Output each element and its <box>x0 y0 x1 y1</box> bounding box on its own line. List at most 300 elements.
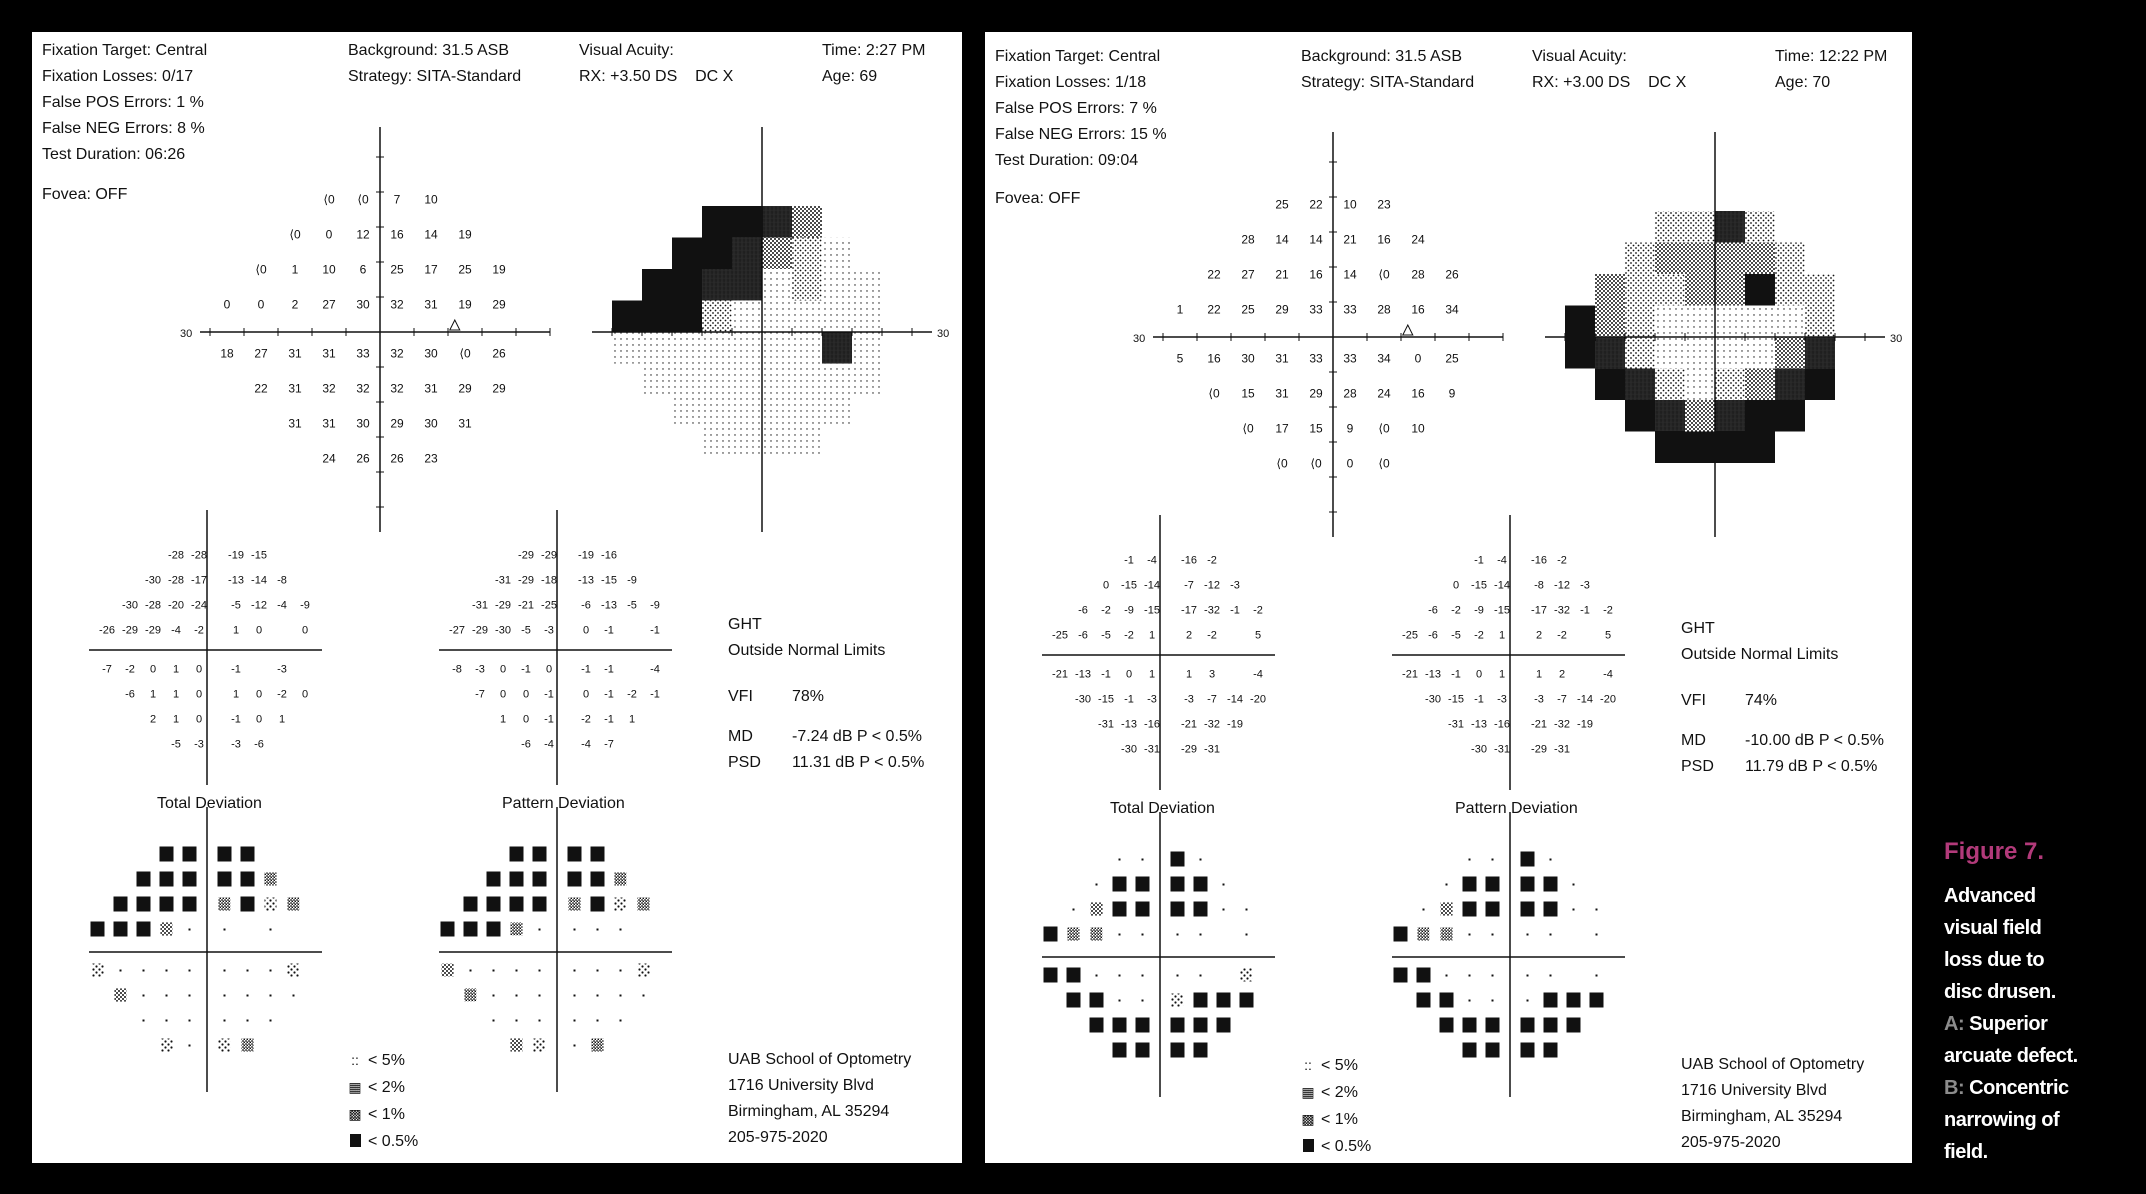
pattern-deviation-plot-value: -30 <box>495 624 511 637</box>
normal-point <box>643 995 645 997</box>
total-deviation-plot-value: 1 <box>1185 668 1193 681</box>
greyscale-cell <box>852 332 882 364</box>
p05-symbol <box>183 897 197 912</box>
normal-point <box>143 970 145 972</box>
probability-legend: :: < 5% ▦ < 2% ▩ < 1% < 0.5% <box>346 1047 418 1155</box>
greyscale-cell <box>1655 369 1685 401</box>
p05-symbol-icon <box>346 1128 364 1154</box>
threshold-value: 9 <box>1448 386 1456 401</box>
pattern-deviation-plot-value: -8 <box>1534 579 1544 592</box>
normal-point <box>1550 975 1552 977</box>
p05-symbol <box>91 922 105 937</box>
normal-point <box>166 970 168 972</box>
greyscale-cell <box>1655 243 1685 275</box>
p05-symbol <box>1217 993 1231 1008</box>
threshold-value: 10 <box>424 192 438 207</box>
threshold-value: 23 <box>424 451 438 466</box>
threshold-value: ⟨0 <box>1242 421 1254 436</box>
pattern-deviation-plot-value: 1 <box>499 713 507 726</box>
threshold-value: 18 <box>220 346 234 361</box>
probability-legend: :: < 5% ▦ < 2% ▩ < 1% < 0.5% <box>1299 1052 1371 1160</box>
vfi-label: VFI <box>1681 692 1706 709</box>
greyscale-cell <box>1565 337 1595 369</box>
total-deviation-plot-value: -19 <box>1227 718 1243 731</box>
pattern-deviation-plot-value: -29 <box>1531 743 1547 756</box>
p2-symbol-icon: ▦ <box>1301 1084 1315 1100</box>
p05-symbol <box>533 897 547 912</box>
total-deviation-plot-value: -4 <box>277 599 287 612</box>
total-deviation-plot-value: -28 <box>168 574 184 587</box>
p05-symbol <box>1544 877 1558 892</box>
normal-point <box>1596 934 1598 936</box>
threshold-value: ⟨0 <box>357 192 369 207</box>
pattern-deviation-probability-plot <box>439 807 672 1092</box>
pattern-deviation-plot-value: -31 <box>1494 743 1510 756</box>
p05-symbol <box>568 847 582 862</box>
p1-symbol-icon: ▩ <box>348 1106 362 1122</box>
normal-point <box>516 1020 518 1022</box>
threshold-value: 32 <box>356 381 370 396</box>
normal-point <box>493 970 495 972</box>
fixation-target: Fixation Target: Central <box>42 42 208 59</box>
p05-symbol <box>1440 1018 1454 1033</box>
threshold-value: 25 <box>1275 197 1289 212</box>
total-deviation-plot-value: 1 <box>232 624 240 637</box>
total-deviation-plot-value: 0 <box>301 688 309 701</box>
total-deviation-plot-value: -12 <box>251 599 267 612</box>
greyscale-cell <box>1655 306 1685 338</box>
total-deviation-plot-value: -2 <box>277 688 287 701</box>
threshold-value: ⟨0 <box>1276 456 1288 471</box>
p05-symbol <box>1486 902 1500 917</box>
greyscale-cell <box>792 364 822 396</box>
p05-symbol <box>464 897 478 912</box>
threshold-value: 29 <box>1275 302 1289 317</box>
total-deviation-plot-value: -2 <box>194 624 204 637</box>
threshold-value: 30 <box>1241 351 1255 366</box>
threshold-value: 2 <box>291 297 299 312</box>
p05-symbol <box>1521 1018 1535 1033</box>
threshold-value: 31 <box>1275 386 1289 401</box>
normal-point <box>224 970 226 972</box>
normal-point <box>1492 1000 1494 1002</box>
pattern-deviation-plot-value: -1 <box>650 688 660 701</box>
normal-point <box>1246 909 1248 911</box>
p05-symbol <box>1136 1043 1150 1058</box>
p05-symbol <box>1194 1018 1208 1033</box>
pattern-deviation-plot-value: -9 <box>627 574 637 587</box>
pattern-deviation-plot-value: -2 <box>1557 554 1567 567</box>
pattern-deviation-plot-value: -5 <box>521 624 531 637</box>
p05-symbol <box>241 897 255 912</box>
normal-point <box>1469 934 1471 936</box>
greyscale-cell <box>1685 243 1715 275</box>
pattern-deviation-plot-value: -17 <box>1531 604 1547 617</box>
threshold-value: 28 <box>1241 232 1255 247</box>
threshold-value: 17 <box>424 262 438 277</box>
false-pos-errors: False POS Errors: 7 % <box>995 100 1157 117</box>
normal-point <box>597 1020 599 1022</box>
greyscale-cell <box>1805 274 1835 306</box>
total-deviation-plot-value: -21 <box>1181 718 1197 731</box>
fixation-target: Fixation Target: Central <box>995 48 1161 65</box>
normal-point <box>516 970 518 972</box>
p05-symbol <box>1463 1043 1477 1058</box>
greyscale-cell <box>732 427 762 459</box>
total-deviation-plot-value: 1 <box>232 688 240 701</box>
total-deviation-plot-value: -26 <box>99 624 115 637</box>
p05-symbol <box>1171 1018 1185 1033</box>
md-label: MD <box>728 728 753 745</box>
total-deviation-plot-value: -13 <box>1121 718 1137 731</box>
total-deviation-plot-value: -1 <box>1101 668 1111 681</box>
normal-point <box>620 929 622 931</box>
strategy: Strategy: SITA-Standard <box>348 68 522 85</box>
prob-symbol <box>1241 969 1253 982</box>
p05-symbol <box>1394 968 1408 983</box>
pattern-deviation-plot-value: -29 <box>518 574 534 587</box>
total-deviation-plot-value: -3 <box>231 738 241 751</box>
prob-symbol <box>288 964 300 977</box>
total-deviation-plot-value: -6 <box>1078 629 1088 642</box>
greyscale-cell <box>1595 274 1625 306</box>
pattern-deviation-plot-value: -15 <box>1494 604 1510 617</box>
total-deviation-plot-value: 5 <box>1254 629 1262 642</box>
pattern-deviation-plot-value: -14 <box>1494 579 1510 592</box>
prob-symbol <box>92 964 104 977</box>
total-deviation-plot-value: -24 <box>191 599 207 612</box>
total-deviation-plot-value: -13 <box>1075 668 1091 681</box>
normal-point <box>120 970 122 972</box>
prob-symbol <box>115 989 127 1002</box>
normal-point <box>1492 975 1494 977</box>
blind-spot-icon <box>450 320 460 330</box>
visual-acuity: Visual Acuity: <box>1532 48 1627 65</box>
threshold-value: 29 <box>390 416 404 431</box>
total-deviation-plot-value: -30 <box>122 599 138 612</box>
pattern-deviation-plot-value: -15 <box>1471 579 1487 592</box>
pattern-deviation-title: Pattern Deviation <box>1455 800 1578 817</box>
p05-symbol <box>1067 993 1081 1008</box>
prob-symbol <box>288 898 300 911</box>
normal-point <box>270 970 272 972</box>
total-deviation-plot-value: -7 <box>1184 579 1194 592</box>
pattern-deviation-plot-value: 1 <box>1498 629 1506 642</box>
threshold-value: 0 <box>1346 456 1354 471</box>
greyscale-cell <box>702 332 732 364</box>
threshold-value: 31 <box>322 416 336 431</box>
fixation-losses: Fixation Losses: 0/17 <box>42 68 194 85</box>
greyscale-cell <box>762 395 792 427</box>
greyscale-cell <box>792 206 822 238</box>
total-deviation-plot-value: 0 <box>149 663 157 676</box>
background: Background: 31.5 ASB <box>348 42 509 59</box>
normal-point <box>166 995 168 997</box>
global-indices <box>728 612 924 776</box>
rx: RX: +3.00 DS <box>1532 74 1631 91</box>
total-deviation-plot-value: -2 <box>1101 604 1111 617</box>
pattern-deviation-plot-value: -4 <box>581 738 591 751</box>
threshold-value: ⟨0 <box>323 192 335 207</box>
greyscale-cell <box>732 238 762 270</box>
total-deviation-plot-value: 2 <box>149 713 157 726</box>
pattern-deviation-plot-value: -3 <box>1497 693 1507 706</box>
p05-symbol <box>1440 993 1454 1008</box>
total-deviation-plot-value: -16 <box>1181 554 1197 567</box>
greyscale-cell <box>852 364 882 396</box>
normal-point <box>1550 859 1552 861</box>
p05-symbol <box>1217 1018 1231 1033</box>
p05-symbol <box>1486 877 1500 892</box>
greyscale-cell <box>1595 337 1625 369</box>
pattern-deviation-plot-value: -1 <box>604 713 614 726</box>
total-deviation-plot-value: -1 <box>1124 693 1134 706</box>
pattern-deviation-plot-value: -13 <box>578 574 594 587</box>
prob-symbol <box>511 1039 523 1052</box>
total-deviation-plot-value: -30 <box>1075 693 1091 706</box>
pattern-deviation-plot-value: -2 <box>627 688 637 701</box>
threshold-value: 26 <box>1445 267 1459 282</box>
threshold-value: 29 <box>1309 386 1323 401</box>
prob-symbol <box>161 1039 173 1052</box>
p05-symbol <box>510 872 524 887</box>
greyscale-cell <box>1685 400 1715 432</box>
p05-symbol <box>1240 993 1254 1008</box>
prob-symbol <box>569 898 581 911</box>
threshold-value: 34 <box>1445 302 1459 317</box>
prob-symbol <box>638 898 650 911</box>
p05-symbol <box>1521 852 1535 867</box>
pattern-deviation-plot-value: -1 <box>1580 604 1590 617</box>
prob-symbol <box>1172 994 1184 1007</box>
normal-point <box>620 995 622 997</box>
threshold-value: 29 <box>458 381 472 396</box>
normal-point <box>247 995 249 997</box>
p05-symbol <box>1136 902 1150 917</box>
greyscale-cell <box>1715 337 1745 369</box>
pattern-deviation-plot-value: 0 <box>499 688 507 701</box>
prob-symbol <box>161 923 173 936</box>
p05-symbol <box>1194 993 1208 1008</box>
visual-field-report-a <box>32 32 962 1163</box>
caption-line <box>1944 912 2144 944</box>
pattern-deviation-plot-value: -13 <box>601 599 617 612</box>
pattern-deviation-plot-value: -2 <box>1451 604 1461 617</box>
pattern-deviation-plot-value: -8 <box>452 663 462 676</box>
total-deviation-plot-value: -29 <box>145 624 161 637</box>
pattern-deviation-plot-value: -1 <box>581 663 591 676</box>
normal-point <box>620 970 622 972</box>
greyscale-cell <box>1775 243 1805 275</box>
threshold-value: 22 <box>1207 302 1221 317</box>
p05-symbol <box>218 872 232 887</box>
threshold-value: 21 <box>1343 232 1357 247</box>
pattern-deviation-plot-value: -1 <box>544 713 554 726</box>
normal-point <box>1223 909 1225 911</box>
pattern-deviation-plot-value: -29 <box>541 549 557 562</box>
total-deviation-plot-value: -15 <box>1121 579 1137 592</box>
pattern-deviation-plot-value: -2 <box>581 713 591 726</box>
p05-symbol <box>1194 902 1208 917</box>
pattern-deviation-plot-value: -31 <box>495 574 511 587</box>
greyscale-cell <box>1655 211 1685 243</box>
total-deviation-title: Total Deviation <box>157 795 262 812</box>
greyscale-cell <box>1715 243 1745 275</box>
threshold-value: 31 <box>288 346 302 361</box>
threshold-value: 30 <box>356 297 370 312</box>
total-deviation-plot-value: -5 <box>171 738 181 751</box>
threshold-value: 1 <box>291 262 299 277</box>
fovea: Fovea: OFF <box>42 186 128 203</box>
threshold-value: 22 <box>1309 197 1323 212</box>
threshold-value: 5 <box>1176 351 1184 366</box>
pattern-deviation-plot-value: -31 <box>472 599 488 612</box>
total-deviation-plot-value: 0 <box>195 663 203 676</box>
threshold-value: 33 <box>356 346 370 361</box>
visual-acuity: Visual Acuity: <box>579 42 674 59</box>
p05-symbol <box>137 872 151 887</box>
pattern-deviation-plot-value: -31 <box>1554 743 1570 756</box>
normal-point <box>1096 884 1098 886</box>
greyscale-cell <box>762 301 792 333</box>
threshold-value: 26 <box>492 346 506 361</box>
figure-caption <box>1944 838 2144 1168</box>
p05-symbol <box>1090 993 1104 1008</box>
prob-symbol <box>615 898 627 911</box>
greyscale-cell <box>822 332 852 364</box>
pattern-deviation-plot-value: -6 <box>581 599 591 612</box>
axis-30-label-right: 30 <box>1890 333 1903 345</box>
total-deviation-plot-value: -20 <box>168 599 184 612</box>
threshold-value: 30 <box>356 416 370 431</box>
total-deviation-plot-value: -20 <box>1250 693 1266 706</box>
caption-line-text: field. <box>1944 1141 1988 1163</box>
prob-symbol <box>219 898 231 911</box>
pattern-deviation-plot-value: -1 <box>604 624 614 637</box>
pattern-deviation-plot-value: -15 <box>601 574 617 587</box>
pattern-deviation-plot-value: -29 <box>495 599 511 612</box>
p05-symbol <box>1194 1043 1208 1058</box>
axis-30-label-left: 30 <box>180 328 193 340</box>
threshold-value: 9 <box>1346 421 1354 436</box>
prob-symbol <box>219 1039 231 1052</box>
greyscale-cell <box>702 395 732 427</box>
caption-panel-label: B: <box>1944 1077 1970 1099</box>
normal-point <box>574 1020 576 1022</box>
threshold-value: 27 <box>1241 267 1255 282</box>
pattern-deviation-plot-value: 0 <box>522 688 530 701</box>
p5-symbol-icon: :: <box>1304 1057 1312 1073</box>
normal-point <box>574 970 576 972</box>
p05-symbol <box>1136 877 1150 892</box>
total-deviation-plot-value: 1 <box>172 663 180 676</box>
pattern-deviation-plot-value: -18 <box>541 574 557 587</box>
normal-point <box>620 1020 622 1022</box>
pattern-deviation-plot-value: -7 <box>1557 693 1567 706</box>
pattern-deviation-title: Pattern Deviation <box>502 795 625 812</box>
pattern-deviation-plot-value: 0 <box>1475 668 1483 681</box>
normal-point <box>247 970 249 972</box>
greyscale-cell <box>1685 306 1715 338</box>
greyscale-cell <box>1565 306 1595 338</box>
p05-symbol <box>183 872 197 887</box>
total-deviation-plot-value: -32 <box>1204 604 1220 617</box>
threshold-value: 33 <box>1309 302 1323 317</box>
normal-point <box>224 995 226 997</box>
normal-point <box>1469 1000 1471 1002</box>
threshold-value: 14 <box>1275 232 1289 247</box>
threshold-value: 33 <box>1309 351 1323 366</box>
ght-label: GHT <box>728 616 762 633</box>
threshold-value: 19 <box>458 297 472 312</box>
total-deviation-plot-value: -3 <box>1230 579 1240 592</box>
pattern-deviation-plot-value: -25 <box>541 599 557 612</box>
greyscale-cell <box>1745 400 1775 432</box>
p05-symbol <box>487 922 501 937</box>
threshold-value: 25 <box>390 262 404 277</box>
p05-symbol <box>1521 1043 1535 1058</box>
greyscale-cell <box>612 301 642 333</box>
greyscale-cell <box>702 364 732 396</box>
total-deviation-plot-value: -14 <box>1144 579 1160 592</box>
p05-symbol <box>1590 993 1604 1008</box>
greyscale-cell <box>1775 306 1805 338</box>
normal-point <box>1177 934 1179 936</box>
prob-symbol <box>265 873 277 886</box>
threshold-value: 27 <box>322 297 336 312</box>
md-value: -7.24 dB P < 0.5% <box>792 728 923 745</box>
caption-line-text: disc drusen. <box>1944 981 2056 1003</box>
total-deviation-plot-value: -29 <box>122 624 138 637</box>
greyscale-cell <box>792 395 822 427</box>
psd-value: 11.79 dB P < 0.5% <box>1745 758 1878 775</box>
dc: DC X <box>695 68 734 85</box>
normal-point <box>1446 975 1448 977</box>
total-deviation-plot-value: -14 <box>251 574 267 587</box>
normal-point <box>539 929 541 931</box>
threshold-value: 33 <box>1343 302 1357 317</box>
threshold-value: ⟨0 <box>1378 267 1390 282</box>
psd-label: PSD <box>728 754 761 771</box>
total-deviation-plot <box>89 510 322 785</box>
caption-line <box>1944 1040 2144 1072</box>
pattern-deviation-plot-value: -21 <box>518 599 534 612</box>
greyscale-cell <box>1715 211 1745 243</box>
p05-symbol <box>241 872 255 887</box>
caption-line <box>1944 1136 2144 1168</box>
normal-point <box>189 1045 191 1047</box>
greyscale-cell <box>672 395 702 427</box>
greyscale-cell <box>672 301 702 333</box>
threshold-value: ⟨0 <box>255 262 267 277</box>
total-deviation-plot-value: -5 <box>231 599 241 612</box>
total-deviation-plot-value: -28 <box>145 599 161 612</box>
greyscale-cell <box>762 206 792 238</box>
normal-point <box>1142 859 1144 861</box>
normal-point <box>189 929 191 931</box>
total-deviation-plot-value: -6 <box>1078 604 1088 617</box>
pattern-deviation-plot-value: -4 <box>544 738 554 751</box>
threshold-value: 25 <box>1241 302 1255 317</box>
p05-symbol <box>1136 1018 1150 1033</box>
normal-point <box>1573 909 1575 911</box>
p05-symbol <box>1567 993 1581 1008</box>
md-value: -10.00 dB P < 0.5% <box>1745 732 1884 749</box>
total-deviation-plot-value: -3 <box>1147 693 1157 706</box>
total-deviation-plot-value: -32 <box>1204 718 1220 731</box>
ght-label: GHT <box>1681 620 1715 637</box>
greyscale-cell <box>852 269 882 301</box>
